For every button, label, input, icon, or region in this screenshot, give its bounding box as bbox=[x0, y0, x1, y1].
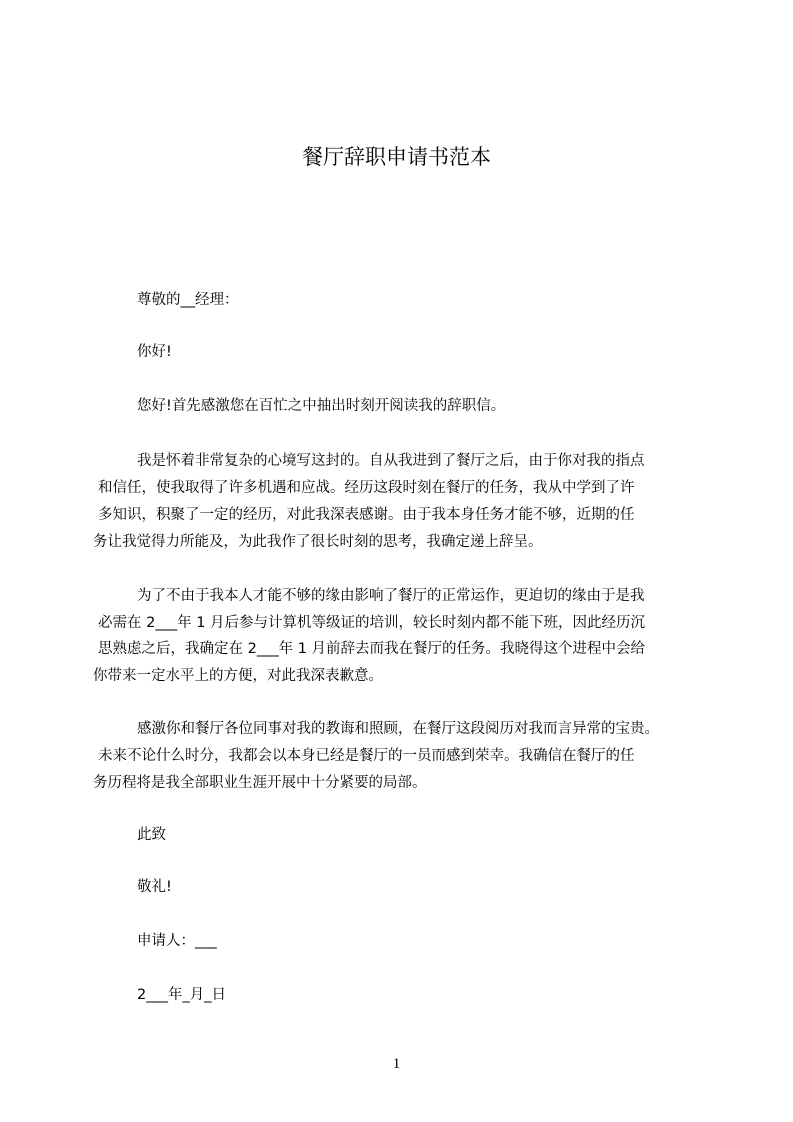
paragraph-3-line: 思熟虑之后，我确定在 2___年 1 月前辞去而我在餐厅的任务。我晓得这个进程中会给 bbox=[98, 641, 646, 657]
paragraph-1: 您好!首先感激您在百忙之中抽出时刻开阅读我的辞职信。 bbox=[137, 398, 506, 414]
paragraph-3-line: 你带来一定水平上的方便，对此我深表歉意。 bbox=[93, 668, 383, 684]
applicant: 申请人：___ bbox=[137, 933, 217, 949]
closing-1: 此致 bbox=[137, 827, 166, 843]
paragraph-2-line: 务让我觉得力所能及，为此我作了很长时刻的思考，我确定递上辞呈。 bbox=[93, 534, 543, 550]
paragraph-2-line: 我是怀着非常复杂的心境写这封的。自从我进到了餐厅之后，由于你对我的指点 bbox=[137, 453, 645, 469]
paragraph-3-line: 为了不由于我本人才能不够的缘由影响了餐厅的正常运作，更迫切的缘由于是我 bbox=[137, 588, 645, 604]
closing-2: 敬礼! bbox=[137, 879, 172, 895]
page-number: 1 bbox=[392, 1056, 401, 1072]
paragraph-3-line: 必需在 2___年 1 月后参与计算机等级证的培训，较长时刻内都不能下班，因此经历沉 bbox=[98, 615, 646, 631]
salutation: 尊敬的__经理： bbox=[137, 292, 239, 308]
greeting: 你好! bbox=[137, 344, 172, 360]
paragraph-4-line: 务历程将是我全部职业生涯开展中十分紧要的局部。 bbox=[93, 775, 427, 791]
paragraph-4-line: 未来不论什么时分，我都会以本身已经是餐厅的一员而感到荣幸。我确信在餐厅的任 bbox=[98, 748, 635, 764]
document-title: 餐厅辞职申请书范本 bbox=[302, 145, 491, 169]
paragraph-2-line: 和信任，使我取得了许多机遇和应战。经历这段时刻在餐厅的任务，我从中学到了许 bbox=[98, 480, 635, 496]
paragraph-2-line: 多知识，积聚了一定的经历，对此我深表感谢。由于我本身任务才能不够，近期的任 bbox=[98, 507, 635, 523]
paragraph-4-line: 感激你和餐厅各位同事对我的教诲和照顾，在餐厅这段阅历对我而言异常的宝贵。 bbox=[137, 721, 659, 737]
date: 2___年_月_日 bbox=[137, 987, 226, 1003]
